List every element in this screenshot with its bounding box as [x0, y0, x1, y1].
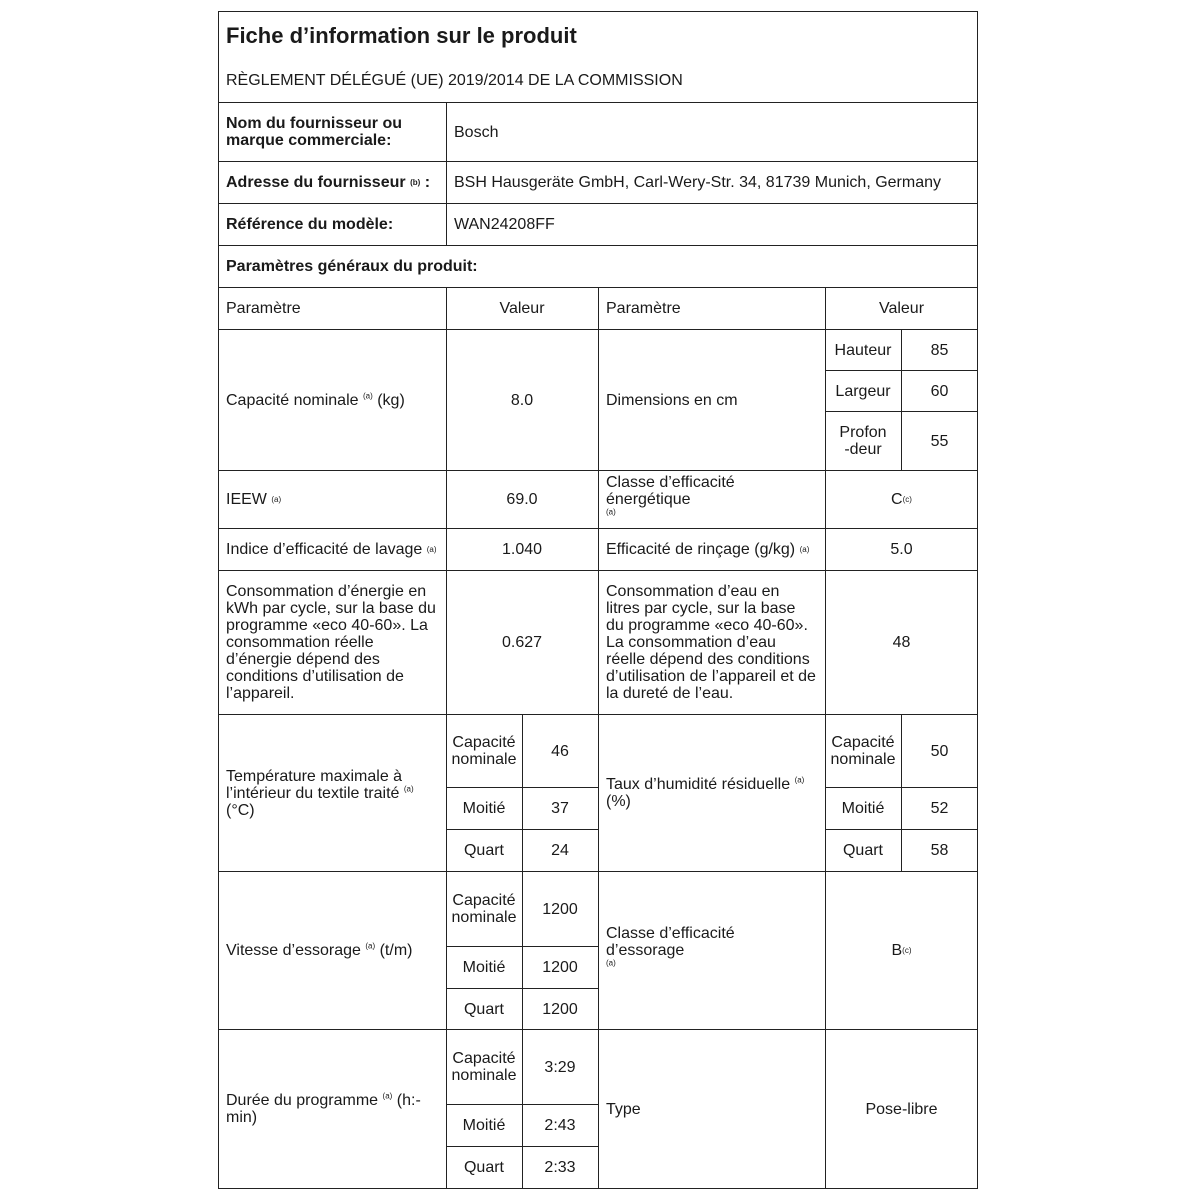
spin-speed-label-text: [226, 942, 412, 959]
spin-class-label-main: Classe d’efficacité d’essorage: [606, 925, 735, 959]
energy-class-label: [598, 471, 825, 528]
supplier-name-label: Nom du fournisseur ou marque commerciale:: [226, 115, 402, 149]
humidity-sub-label: Quart: [842, 842, 883, 859]
humidity-sub-label: Capacité nominale: [830, 734, 896, 768]
duration-sub-label: Moitié: [462, 1117, 506, 1134]
dimension-width-value: 60: [930, 382, 949, 400]
spin-class-label: [598, 872, 825, 1029]
temperature-sub-value: 46: [551, 742, 569, 760]
rinsing-value: 5.0: [890, 541, 913, 558]
column-header-value: Valeur: [499, 300, 545, 317]
washing-index-label-text: Indice d’efficacité de lavage: [226, 541, 423, 558]
humidity-unit: (%): [606, 793, 631, 810]
duration-label: [218, 1030, 446, 1188]
dimension-depth-value: 55: [930, 432, 949, 450]
duration-sub-value: 3:29: [544, 1058, 576, 1076]
supplier-address-colon: :: [424, 174, 431, 191]
spin-speed-sub-value: 1200: [542, 959, 578, 976]
footnote-ref: (a): [362, 391, 373, 401]
dimension-height-label: Hauteur: [834, 341, 892, 359]
capacity-label: [218, 330, 446, 470]
supplier-address-label: Adresse du fournisseur (b) :: [226, 174, 431, 191]
energy-class-label-text: [606, 474, 817, 525]
energy-consumption-value: 0.627: [501, 634, 543, 651]
page-title: Fiche d’information sur le produit: [226, 23, 577, 48]
temperature-label: [218, 715, 446, 871]
humidity-label-text: [606, 776, 804, 810]
humidity-sub-value: 58: [930, 842, 949, 859]
duration-label-main: Durée du programme: [226, 1092, 379, 1109]
rinsing-label-text: Efficacité de rinçage (g/kg): [606, 541, 796, 558]
duration-sub-value: 2:43: [544, 1117, 576, 1134]
type-label: Type: [606, 1100, 641, 1118]
ieew-value: 69.0: [506, 491, 538, 508]
footnote-ref: (a): [382, 1091, 393, 1101]
temperature-sub-value: 24: [551, 842, 569, 859]
capacity-label-main: Capacité nominale: [226, 391, 359, 409]
spin-class-value: B (c): [891, 942, 912, 959]
rinsing-label: Efficacité de rinçage (g/kg) (a): [606, 541, 810, 558]
spin-speed-sub-value: 1200: [542, 900, 578, 918]
product-information-sheet: [218, 11, 978, 1189]
duration-sub-value: 2:33: [544, 1159, 576, 1176]
spin-class-letter: B: [891, 942, 903, 959]
spin-class-label-text: [606, 925, 817, 976]
water-consumption-value: 48: [892, 634, 911, 651]
column-header-parameter: Paramètre: [226, 300, 301, 317]
border-top: [218, 11, 978, 12]
duration-sub-label: Capacité nominale: [451, 1050, 517, 1084]
footnote-ref: (a): [606, 507, 616, 517]
temperature-sub-value: 37: [551, 800, 569, 817]
temperature-label-main: Température maximale à l’intérieur du textile traité: [226, 767, 403, 802]
ieew-label-text: IEEW: [226, 491, 267, 508]
spin-speed-label-main: Vitesse d’essorage: [226, 942, 361, 959]
water-consumption-label: Consommation d’eau en litres par cycle, sur la base du programme «eco 40-60». La consommation d’eau réelle dépend des conditions d’utilisation de l’appareil et de la dureté de l’eau.: [606, 583, 816, 702]
washing-index-label: Indice d’efficacité de lavage (a): [226, 541, 437, 558]
capacity-value: 8.0: [510, 391, 534, 409]
capacity-label-text: [226, 392, 405, 409]
supplier-name-value: Bosch: [454, 123, 499, 141]
general-parameters-title: Paramètres généraux du produit:: [226, 258, 478, 275]
energy-class-letter: C: [891, 491, 903, 508]
humidity-label-main: Taux d’humidité résiduelle: [606, 776, 791, 793]
duration-sub-label: Quart: [463, 1159, 504, 1176]
capacity-unit: (kg): [377, 391, 405, 409]
spin-speed-sub-value: 1200: [542, 1000, 578, 1018]
spin-speed-unit: (t/m): [379, 942, 413, 959]
spin-speed-sub-label: Quart: [463, 1000, 504, 1018]
spin-speed-label: [218, 872, 446, 1029]
temperature-unit: (°C): [226, 801, 255, 819]
dimension-width-label: Largeur: [835, 382, 891, 400]
model-reference-value: WAN24208FF: [454, 216, 555, 233]
supplier-address-value: BSH Hausgeräte GmbH, Carl-Wery-Str. 34, 81739 Munich, Germany: [454, 174, 941, 191]
footnote-ref: (a): [365, 941, 376, 951]
footnote-ref: (a): [794, 775, 805, 785]
model-reference-label: Référence du modèle:: [226, 216, 394, 233]
regulation-reference: RÈGLEMENT DÉLÉGUÉ (UE) 2019/2014 DE LA COMMISSION: [226, 71, 683, 89]
footnote-ref: (a): [606, 958, 616, 968]
humidity-label: [598, 715, 825, 871]
duration-label-text: [226, 1092, 438, 1126]
dimension-height-value: 85: [930, 341, 949, 359]
energy-consumption-label: Consommation d’énergie en kWh par cycle, sur la base du programme «eco 40-60». La consommation réelle d’énergie dépend des conditions d’utilisation de l’appareil.: [226, 583, 436, 702]
washing-index-value: 1.040: [501, 541, 543, 558]
column-header-parameter: Paramètre: [606, 300, 681, 317]
footnote-ref: (a): [403, 784, 414, 794]
spin-speed-sub-label: Moitié: [462, 959, 506, 976]
energy-class-label-main: Classe d’efficacité énergétique: [606, 474, 735, 508]
ieew-label: IEEW (a): [226, 491, 282, 508]
duration-unit: (h:-min): [226, 1092, 421, 1126]
humidity-sub-value: 50: [930, 742, 949, 760]
temperature-sub-label: Quart: [463, 842, 504, 859]
temperature-label-text: [226, 768, 438, 819]
dimension-depth-label: Profon-deur: [839, 424, 887, 458]
temperature-sub-label: Capacité nominale: [451, 734, 517, 768]
humidity-sub-value: 52: [930, 800, 949, 817]
dimensions-label: Dimensions en cm: [606, 391, 738, 409]
energy-class-value: C (c): [891, 491, 912, 508]
spin-speed-sub-label: Capacité nominale: [451, 892, 517, 926]
column-header-value: Valeur: [878, 300, 925, 317]
supplier-address-label-text: Adresse du fournisseur: [226, 174, 406, 191]
humidity-sub-label: Moitié: [841, 800, 885, 817]
type-value: Pose-libre: [865, 1100, 938, 1118]
temperature-sub-label: Moitié: [462, 800, 506, 817]
